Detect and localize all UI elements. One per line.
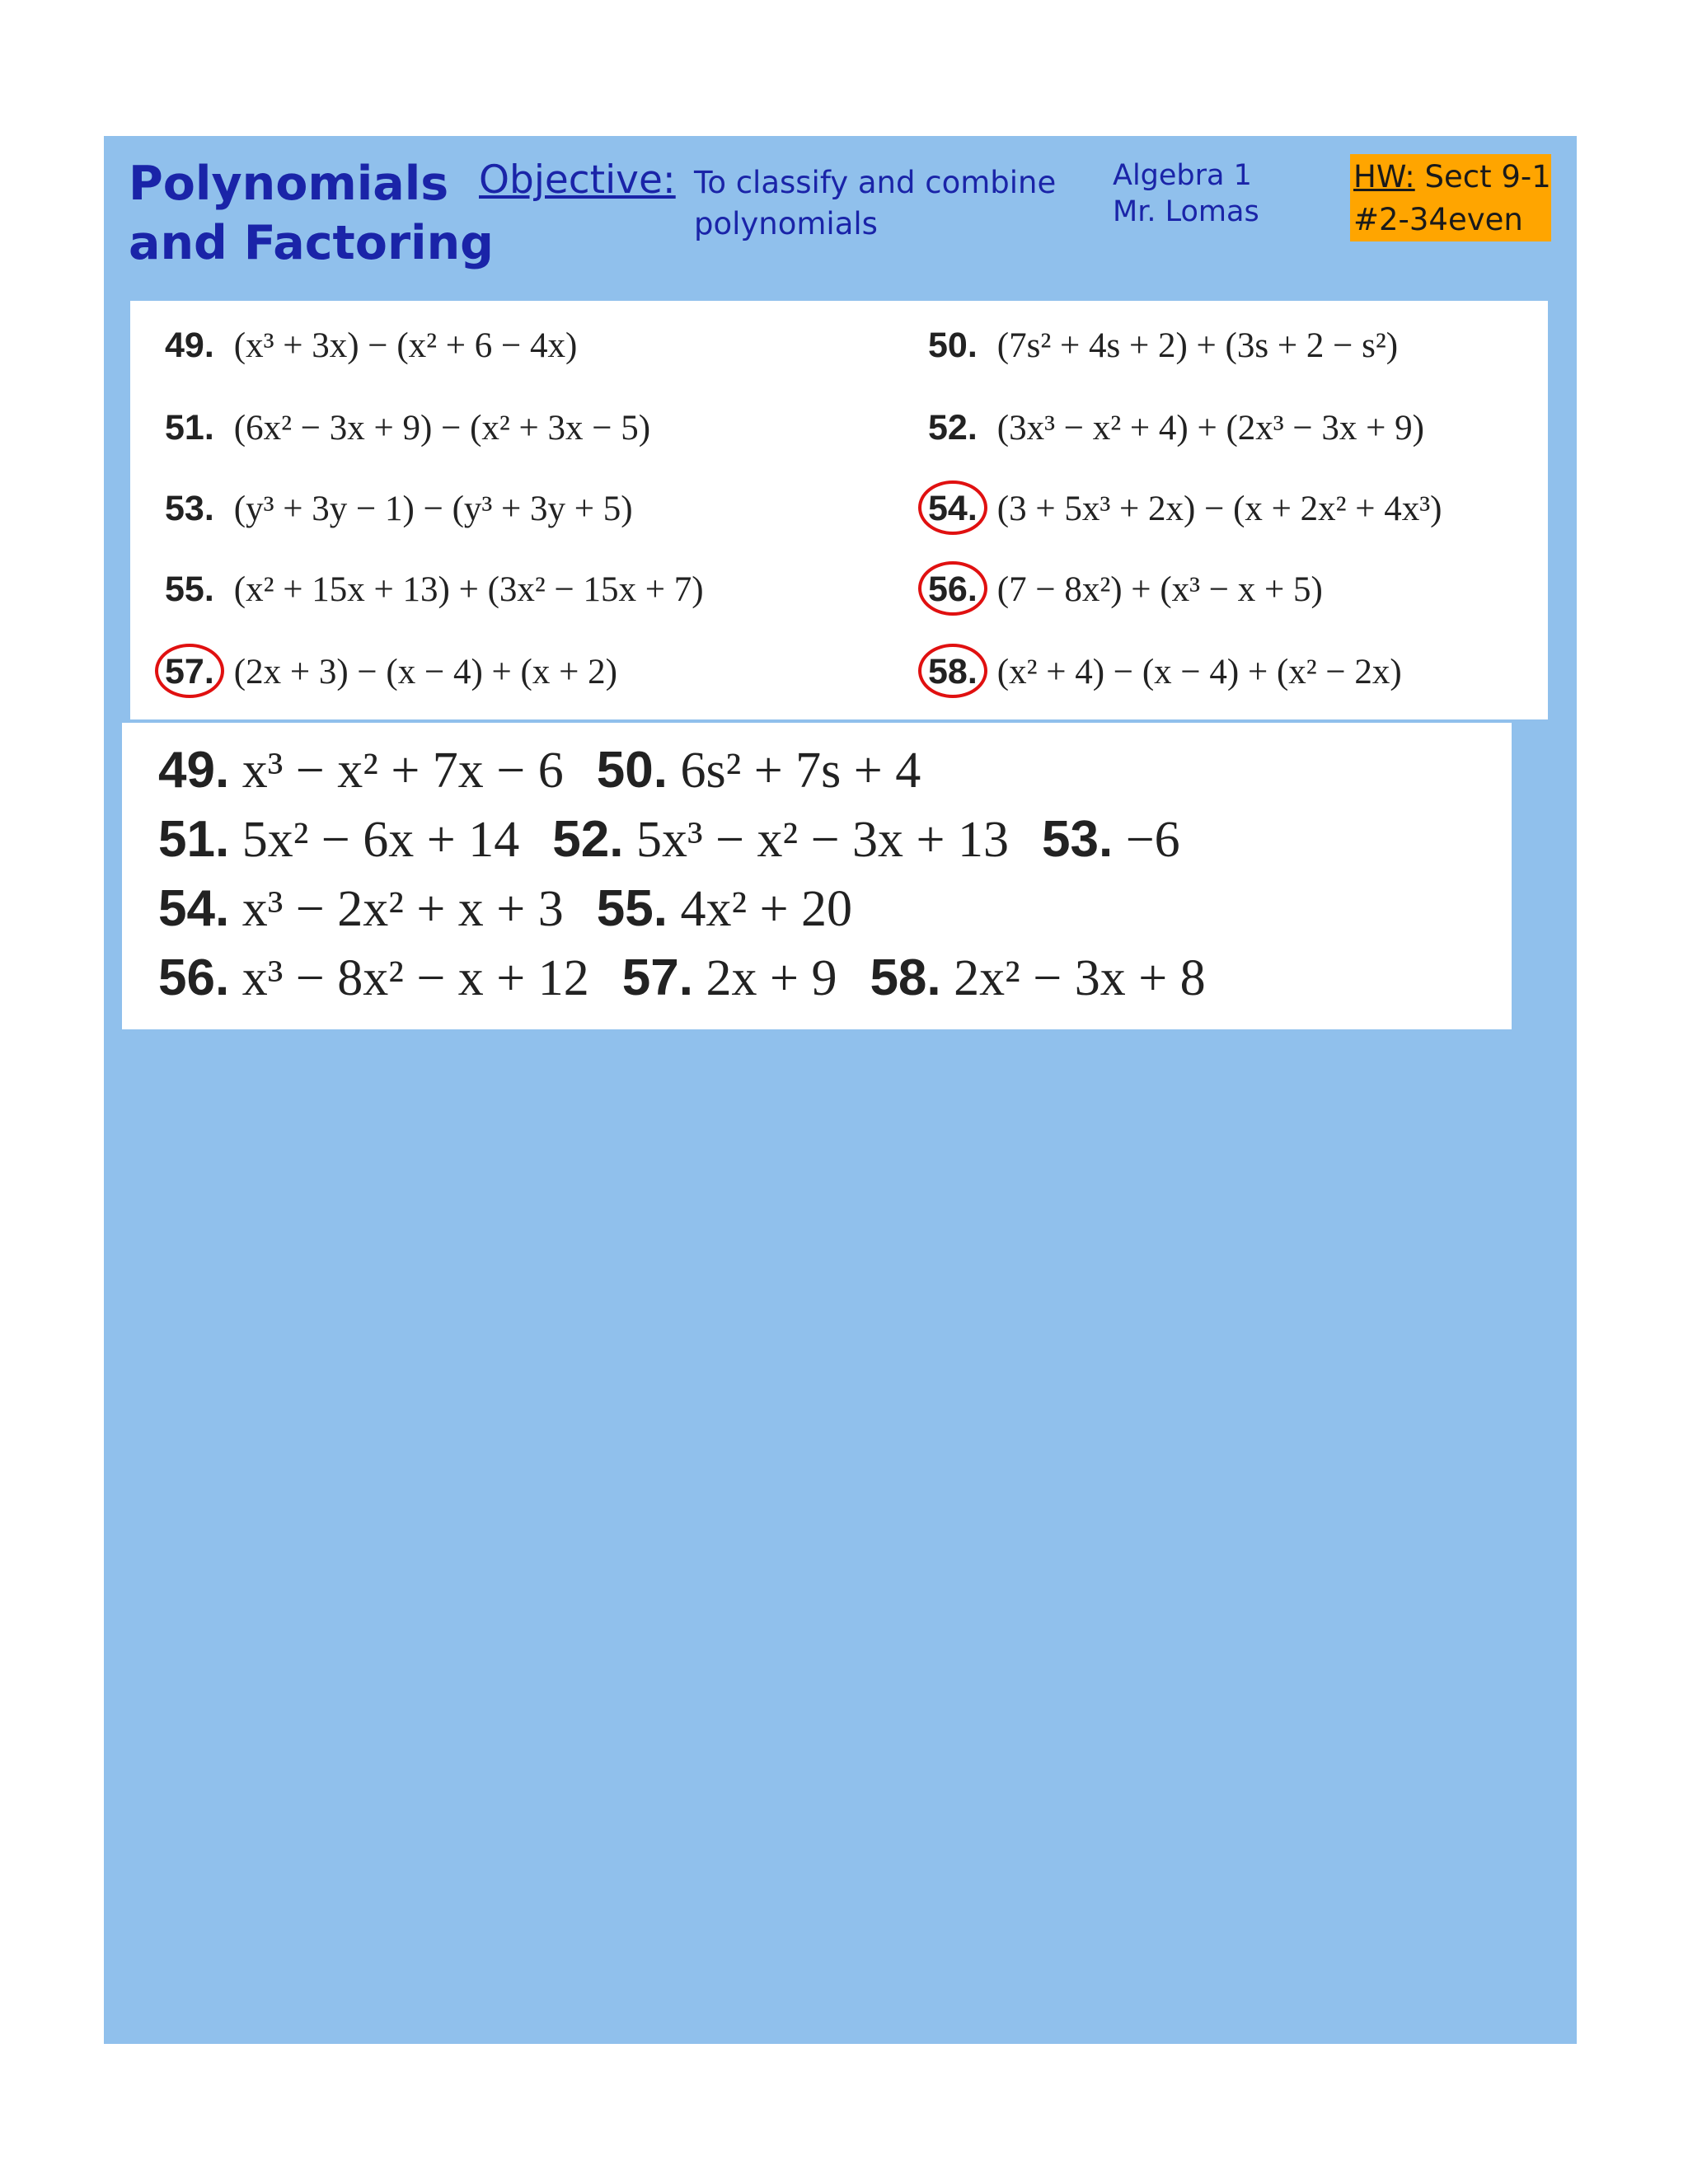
problem-number: 53. (165, 489, 214, 528)
answer-number: 49. (158, 742, 230, 799)
red-circle-mark (155, 644, 224, 698)
problems-panel (130, 301, 1548, 719)
answer-expression: 5x² − 6x + 14 (241, 812, 520, 868)
hw-section: Sect 9-1 (1414, 159, 1551, 194)
problem-expression: (y³ + 3y − 1) − (y³ + 3y + 5) (233, 490, 633, 528)
problem-expression: (x³ + 3x) − (x² + 6 − 4x) (233, 326, 578, 365)
answer-row-2 (158, 810, 1180, 869)
problem-number: 51. (165, 408, 214, 448)
red-circle-mark (918, 480, 987, 535)
problem-53 (165, 489, 633, 529)
answer-number: 57. (621, 949, 693, 1006)
answer-number: 55. (596, 880, 668, 937)
problem-number: 56. (928, 569, 978, 610)
answer-row-3 (158, 879, 852, 939)
problem-52 (928, 408, 1424, 448)
answer-number: 54. (158, 880, 230, 937)
objective-line-1: To classify and combine (694, 165, 1057, 200)
problem-56 (928, 569, 1323, 610)
teacher-name: Mr. Lomas (1113, 195, 1259, 228)
problem-expression: (3x³ − x² + 4) + (2x³ − 3x + 9) (996, 409, 1424, 448)
problem-expression: (3 + 5x³ + 2x) − (x + 2x² + 4x³) (996, 490, 1442, 528)
red-circle-mark (918, 561, 987, 616)
answer-row-1 (158, 741, 921, 800)
problem-number: 58. (928, 652, 978, 692)
answer-expression: −6 (1125, 812, 1180, 868)
hw-label: HW: (1353, 159, 1415, 194)
answer-expression: 4x² + 20 (680, 881, 853, 937)
answer-number: 58. (870, 949, 941, 1006)
homework-box (1350, 154, 1551, 241)
problem-expression: (x² + 15x + 13) + (3x² − 15x + 7) (233, 570, 704, 609)
problem-number: 49. (165, 326, 214, 365)
answers-panel (122, 723, 1512, 1029)
answer-expression: 2x² − 3x + 8 (954, 950, 1206, 1006)
problem-54 (928, 489, 1442, 529)
problem-51 (165, 408, 650, 448)
objective-text (694, 162, 1056, 245)
problem-55 (165, 569, 704, 610)
problem-number: 50. (928, 326, 978, 365)
answer-expression: 6s² + 7s + 4 (680, 743, 921, 799)
course-name: Algebra 1 (1113, 159, 1252, 192)
problem-number: 52. (928, 408, 978, 448)
slide (104, 136, 1577, 2044)
answer-expression: x³ − 2x² + x + 3 (241, 881, 564, 937)
problem-expression: (x² + 4) − (x − 4) + (x² − 2x) (996, 653, 1402, 691)
answer-number: 56. (158, 949, 230, 1006)
answer-number: 50. (596, 742, 668, 799)
title-line-1: Polynomials (129, 157, 449, 211)
answer-number: 53. (1042, 811, 1114, 868)
answer-expression: x³ − x² + 7x − 6 (241, 743, 564, 799)
problem-expression: (6x² − 3x + 9) − (x² + 3x − 5) (233, 409, 651, 448)
course-info (1113, 157, 1259, 230)
problem-50 (928, 326, 1398, 366)
hw-problems: #2-34even (1353, 202, 1523, 237)
objective-label: Objective: (479, 157, 676, 203)
problem-expression: (2x + 3) − (x − 4) + (x + 2) (233, 653, 617, 691)
problem-number: 54. (928, 489, 978, 529)
problem-expression: (7 − 8x²) + (x³ − x + 5) (996, 570, 1323, 609)
problem-expression: (7s² + 4s + 2) + (3s + 2 − s²) (996, 326, 1399, 365)
problem-number: 55. (165, 569, 214, 609)
title-line-2: and Factoring (129, 216, 494, 270)
red-circle-mark (918, 644, 987, 698)
problem-number: 57. (165, 652, 214, 692)
problem-58 (928, 652, 1402, 692)
answer-number: 52. (552, 811, 624, 868)
page-title (129, 154, 494, 273)
problem-57 (165, 652, 617, 692)
answer-row-4 (158, 949, 1206, 1008)
answer-expression: 5x³ − x² − 3x + 13 (635, 812, 1010, 868)
objective-line-2: polynomials (694, 206, 878, 241)
answer-expression: x³ − 8x² − x + 12 (241, 950, 589, 1006)
answer-expression: 2x + 9 (706, 950, 837, 1006)
problem-49 (165, 326, 577, 366)
answer-number: 51. (158, 811, 230, 868)
